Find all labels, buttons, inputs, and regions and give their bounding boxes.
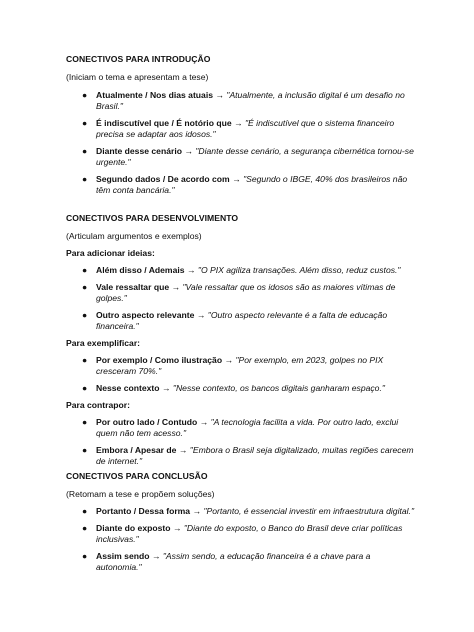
intro-subtitle: (Iniciam o tema e apresentam a tese) xyxy=(66,72,209,82)
arrow-icon: → xyxy=(196,310,206,320)
bullet-icon: ● xyxy=(82,310,88,320)
bullet-icon: ● xyxy=(82,445,88,455)
contrast-list xyxy=(66,417,418,467)
bullet-icon: ● xyxy=(82,383,88,393)
bullet-icon: ● xyxy=(82,90,88,100)
example-text: "Diante do exposto, o Banco do Brasil deve criar políticas inclusivas." xyxy=(96,523,403,544)
bullet-icon: ● xyxy=(82,146,88,156)
conclusion-section xyxy=(66,471,418,573)
connector-label: Embora / Apesar de xyxy=(96,445,177,455)
example-text: "Atualmente, a inclusão digital é um desafio no Brasil." xyxy=(96,90,405,111)
connector-label: Assim sendo xyxy=(96,551,150,561)
arrow-icon: → xyxy=(172,523,182,533)
connector-label: Atualmente / Nos dias atuais xyxy=(96,90,214,100)
list-item xyxy=(66,355,418,377)
arrow-icon: → xyxy=(151,551,161,561)
list-item xyxy=(66,282,418,304)
connector-label: É indiscutível que / É notório que xyxy=(96,118,232,128)
connector-label: Por outro lado / Contudo xyxy=(96,417,198,427)
arrow-icon: → xyxy=(232,174,241,184)
arrow-icon: → xyxy=(178,445,188,455)
exemplify-list xyxy=(66,355,418,394)
list-item xyxy=(66,146,418,168)
bullet-icon: ● xyxy=(82,417,88,427)
intro-list xyxy=(66,90,418,196)
bullet-icon: ● xyxy=(82,282,88,292)
connector-label: Vale ressaltar que xyxy=(96,282,170,292)
example-text: "Embora o Brasil seja digitalizado, muitas regiões carecem de internet." xyxy=(96,445,414,466)
arrow-icon: → xyxy=(234,118,243,128)
example-text: "Assim sendo, a educação financeira é a chave para a autonomia." xyxy=(96,551,371,572)
bullet-icon: ● xyxy=(82,523,88,533)
exemplify-label: Para exemplificar: xyxy=(66,338,141,348)
list-item xyxy=(66,383,418,394)
bullet-icon: ● xyxy=(82,174,88,184)
connector-label: Diante desse cenário xyxy=(96,146,182,156)
bullet-icon: ● xyxy=(82,355,88,365)
conclusion-heading: CONECTIVOS PARA CONCLUSÃO xyxy=(66,471,208,481)
arrow-icon: → xyxy=(224,355,234,365)
add-ideas-label: Para adicionar ideias: xyxy=(66,248,155,258)
conclusion-subtitle: (Retomam a tese e propõem soluções) xyxy=(66,489,215,499)
list-item xyxy=(66,523,418,545)
list-item xyxy=(66,118,418,140)
list-item xyxy=(66,417,418,439)
example-text: "Outro aspecto relevante é a falta de educação financeira." xyxy=(96,310,388,331)
connector-label: Diante do exposto xyxy=(96,523,171,533)
development-heading: CONECTIVOS PARA DESENVOLVIMENTO xyxy=(66,213,239,223)
connector-label: Portanto / Dessa forma xyxy=(96,506,191,516)
arrow-icon: → xyxy=(184,146,193,156)
example-text: "É indiscutível que o sistema financeiro precisa se adaptar aos idosos." xyxy=(96,118,395,139)
arrow-icon: → xyxy=(192,506,202,516)
example-text: "Diante desse cenário, a segurança cibernética tornou-se urgente." xyxy=(96,146,414,167)
connector-label: Segundo dados / De acordo com xyxy=(96,174,230,184)
connector-label: Nesse contexto xyxy=(96,383,160,393)
development-subtitle: (Articulam argumentos e exemplos) xyxy=(66,231,202,241)
list-item xyxy=(66,90,418,112)
example-text: "O PIX agiliza transações. Além disso, reduz custos." xyxy=(197,265,401,275)
example-text: "Portanto, é essencial investir em infraestrutura digital." xyxy=(203,506,414,516)
example-text: "A tecnologia facilita a vida. Por outro lado, exclui quem não tem acesso." xyxy=(96,417,399,438)
arrow-icon: → xyxy=(199,417,209,427)
intro-heading: CONECTIVOS PARA INTRODUÇÃO xyxy=(66,54,211,64)
arrow-icon: → xyxy=(215,90,224,100)
connector-label: Outro aspecto relevante xyxy=(96,310,195,320)
list-item xyxy=(66,445,418,467)
list-item xyxy=(66,310,418,332)
list-item xyxy=(66,265,418,276)
connector-label: Por exemplo / Como ilustração xyxy=(96,355,223,365)
example-text: "Por exemplo, em 2023, golpes no PIX cresceram 70%." xyxy=(96,355,384,376)
example-text: "Vale ressaltar que os idosos são as maiores vítimas de golpes." xyxy=(96,282,396,303)
list-item xyxy=(66,174,418,196)
connector-label: Além disso / Ademais xyxy=(96,265,185,275)
bullet-icon: ● xyxy=(82,265,88,275)
intro-section xyxy=(66,54,418,196)
contrast-label: Para contrapor: xyxy=(66,400,130,410)
arrow-icon: → xyxy=(186,265,196,275)
add-ideas-list xyxy=(66,265,418,332)
arrow-icon: → xyxy=(161,383,171,393)
example-text: "Segundo o IBGE, 40% dos brasileiros não têm conta bancária." xyxy=(96,174,408,195)
arrow-icon: → xyxy=(171,282,181,292)
list-item xyxy=(66,506,418,517)
bullet-icon: ● xyxy=(82,118,88,128)
conclusion-list xyxy=(66,506,418,573)
bullet-icon: ● xyxy=(82,551,88,561)
example-text: "Nesse contexto, os bancos digitais ganharam espaço." xyxy=(172,383,385,393)
bullet-icon: ● xyxy=(82,506,88,516)
development-section xyxy=(66,213,418,467)
list-item xyxy=(66,551,418,573)
